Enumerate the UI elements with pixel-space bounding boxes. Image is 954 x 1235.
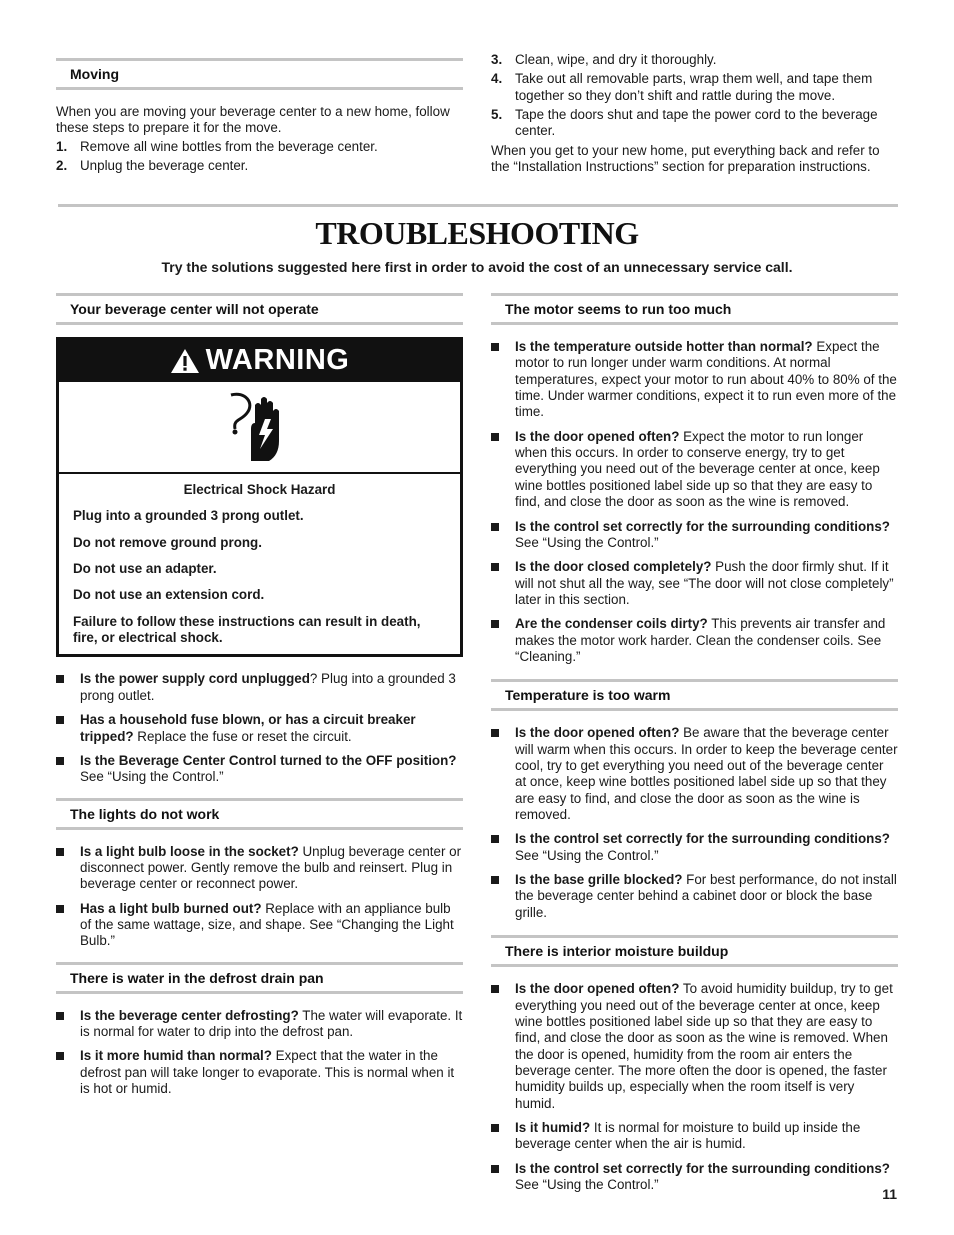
- moving-step: 5. Tape the doors shut and tape the power cord to the beverage center.: [491, 107, 878, 139]
- warning-triangle-icon: [170, 348, 200, 374]
- warning-line: Plug into a grounded 3 prong outlet.: [73, 508, 304, 524]
- page-subtitle: Try the solutions suggested here first in order to avoid the cost of an unnecessary service call.: [161, 259, 793, 275]
- warning-label: WARNING: [205, 344, 350, 377]
- list-item: Are the condenser coils dirty? This prevents air transfer and makes the motor work harder. Clean the condenser coils. See “Cleaning.”: [491, 616, 898, 665]
- list-item: Is the control set correctly for the surrounding conditions? See “Using the Control.”: [491, 1161, 898, 1194]
- motor-list: [491, 339, 898, 665]
- troubleshooting-right-column: [491, 293, 898, 1201]
- moving-section-right: [491, 52, 899, 177]
- moving-step: 2. Unplug the beverage center.: [56, 158, 249, 174]
- list-item: Is the control set correctly for the surrounding conditions? See “Using the Control.”: [491, 831, 898, 864]
- list-item: Is the door opened often? Expect the motor to run longer when this occurs. In order to conserve energy, try to get everything you need out of the beverage center at once, keep wine bottles positioned label side up so that they are easy to find, and close the door as soon as the wine is removed.: [491, 429, 898, 511]
- list-item: Is the base grille blocked? For best performance, do not install the beverage center behind a cabinet door or block the base grille.: [491, 872, 898, 921]
- list-item: Is a light bulb loose in the socket? Unplug beverage center or disconnect power. Gently remove the bulb and reinsert. Plug in beverage center or reconnect power.: [56, 844, 463, 893]
- lights-list: [56, 844, 463, 950]
- list-item: Is the Beverage Center Control turned to the OFF position? See “Using the Control.”: [56, 753, 463, 786]
- electrical-shock-hand-icon: [225, 389, 295, 465]
- list-item: Is the control set correctly for the surrounding conditions? See “Using the Control.”: [491, 519, 898, 552]
- section-heading-moisture: There is interior moisture buildup: [491, 935, 898, 967]
- moving-step: 1. Remove all wine bottles from the beverage center.: [56, 138, 378, 154]
- warning-icon-area: [59, 382, 460, 474]
- drain-pan-list: [56, 1008, 463, 1098]
- list-item: Is the door opened often? To avoid humidity buildup, try to get everything you need out of the beverage center at once, keep wine bottles positioned label side up so that they are easy to find, and close the door as soon as the wine is removed. When the door is opened, humidity from the room air enters the beverage center. The more often the door is opened, the faster humidity builds up, especially when the room itself is very humid.: [491, 981, 898, 1112]
- list-item: Is the door opened often? Be aware that the beverage center will warm when this occurs. In order to keep the beverage center cool, try to get everything you need out of the beverage center at once, keep wine bottles positioned label side up so that they are easy to find, and close the door as soon as the wine is removed.: [491, 725, 898, 823]
- moving-section-left: [56, 58, 463, 177]
- page-title: TROUBLESHOOTING: [315, 215, 639, 251]
- warning-line: Failure to follow these instructions can result in death, fire, or electrical shock.: [73, 613, 421, 646]
- moving-step: 4. Take out all removable parts, wrap them well, and tape them together so they don’t shift and rattle during the move.: [491, 71, 873, 103]
- moving-steps-right: [491, 52, 899, 140]
- warning-line: Do not use an adapter.: [73, 561, 217, 577]
- moving-steps-left: [56, 139, 463, 175]
- moving-intro: When you are moving your beverage center to a new home, follow these steps to prepare it for the move.: [56, 104, 450, 136]
- moving-heading: Moving: [56, 58, 463, 90]
- moving-outro: When you get to your new home, put everything back and refer to the “Installation Instructions” section for preparation instructions.: [491, 142, 880, 175]
- list-item: Is the power supply cord unplugged? Plug into a grounded 3 prong outlet.: [56, 671, 463, 704]
- moisture-list: [491, 981, 898, 1193]
- section-heading-motor: The motor seems to run too much: [491, 293, 898, 325]
- too-warm-list: [491, 725, 898, 921]
- list-item: Is the temperature outside hotter than normal? Expect the motor to run longer under warm conditions. At normal temperatures, expect your motor to run about 40% to 80% of the time. Under warmer conditions, expect it to run even more of the time.: [491, 339, 898, 421]
- list-item: Is the door closed completely? Push the door firmly shut. If it will not shut all the way, see “The door will not close completely” later in this section.: [491, 559, 898, 608]
- list-item: Is it humid? It is normal for moisture to build up inside the beverage center when the air is humid.: [491, 1120, 898, 1153]
- moving-step: 3. Clean, wipe, and dry it thoroughly.: [491, 52, 717, 67]
- section-heading-drain-pan: There is water in the defrost drain pan: [56, 962, 463, 994]
- section-heading-too-warm: Temperature is too warm: [491, 679, 898, 711]
- list-item: Is it more humid than normal? Expect that the water in the defrost pan will take longer to evaporate. This is normal when it is hot or humid.: [56, 1048, 463, 1097]
- warning-header: [59, 340, 460, 382]
- not-operate-list: [56, 671, 463, 785]
- warning-hazard: Electrical Shock Hazard: [183, 482, 336, 498]
- section-divider: [58, 204, 898, 207]
- warning-line: Do not use an extension cord.: [73, 587, 265, 603]
- page-number: 11: [882, 1186, 897, 1202]
- warning-box: [56, 337, 463, 657]
- section-heading-not-operate: Your beverage center will not operate: [56, 293, 463, 325]
- warning-text: [59, 474, 460, 654]
- section-heading-lights: The lights do not work: [56, 798, 463, 830]
- warning-line: Do not remove ground prong.: [73, 534, 262, 550]
- troubleshooting-left-column: [56, 293, 463, 1105]
- list-item: Has a light bulb burned out? Replace with an appliance bulb of the same wattage, size, and shape. See “Changing the Light Bulb.”: [56, 901, 463, 950]
- list-item: Has a household fuse blown, or has a circuit breaker tripped? Replace the fuse or reset the circuit.: [56, 712, 463, 745]
- list-item: Is the beverage center defrosting? The water will evaporate. It is normal for water to drip into the defrost pan.: [56, 1008, 463, 1041]
